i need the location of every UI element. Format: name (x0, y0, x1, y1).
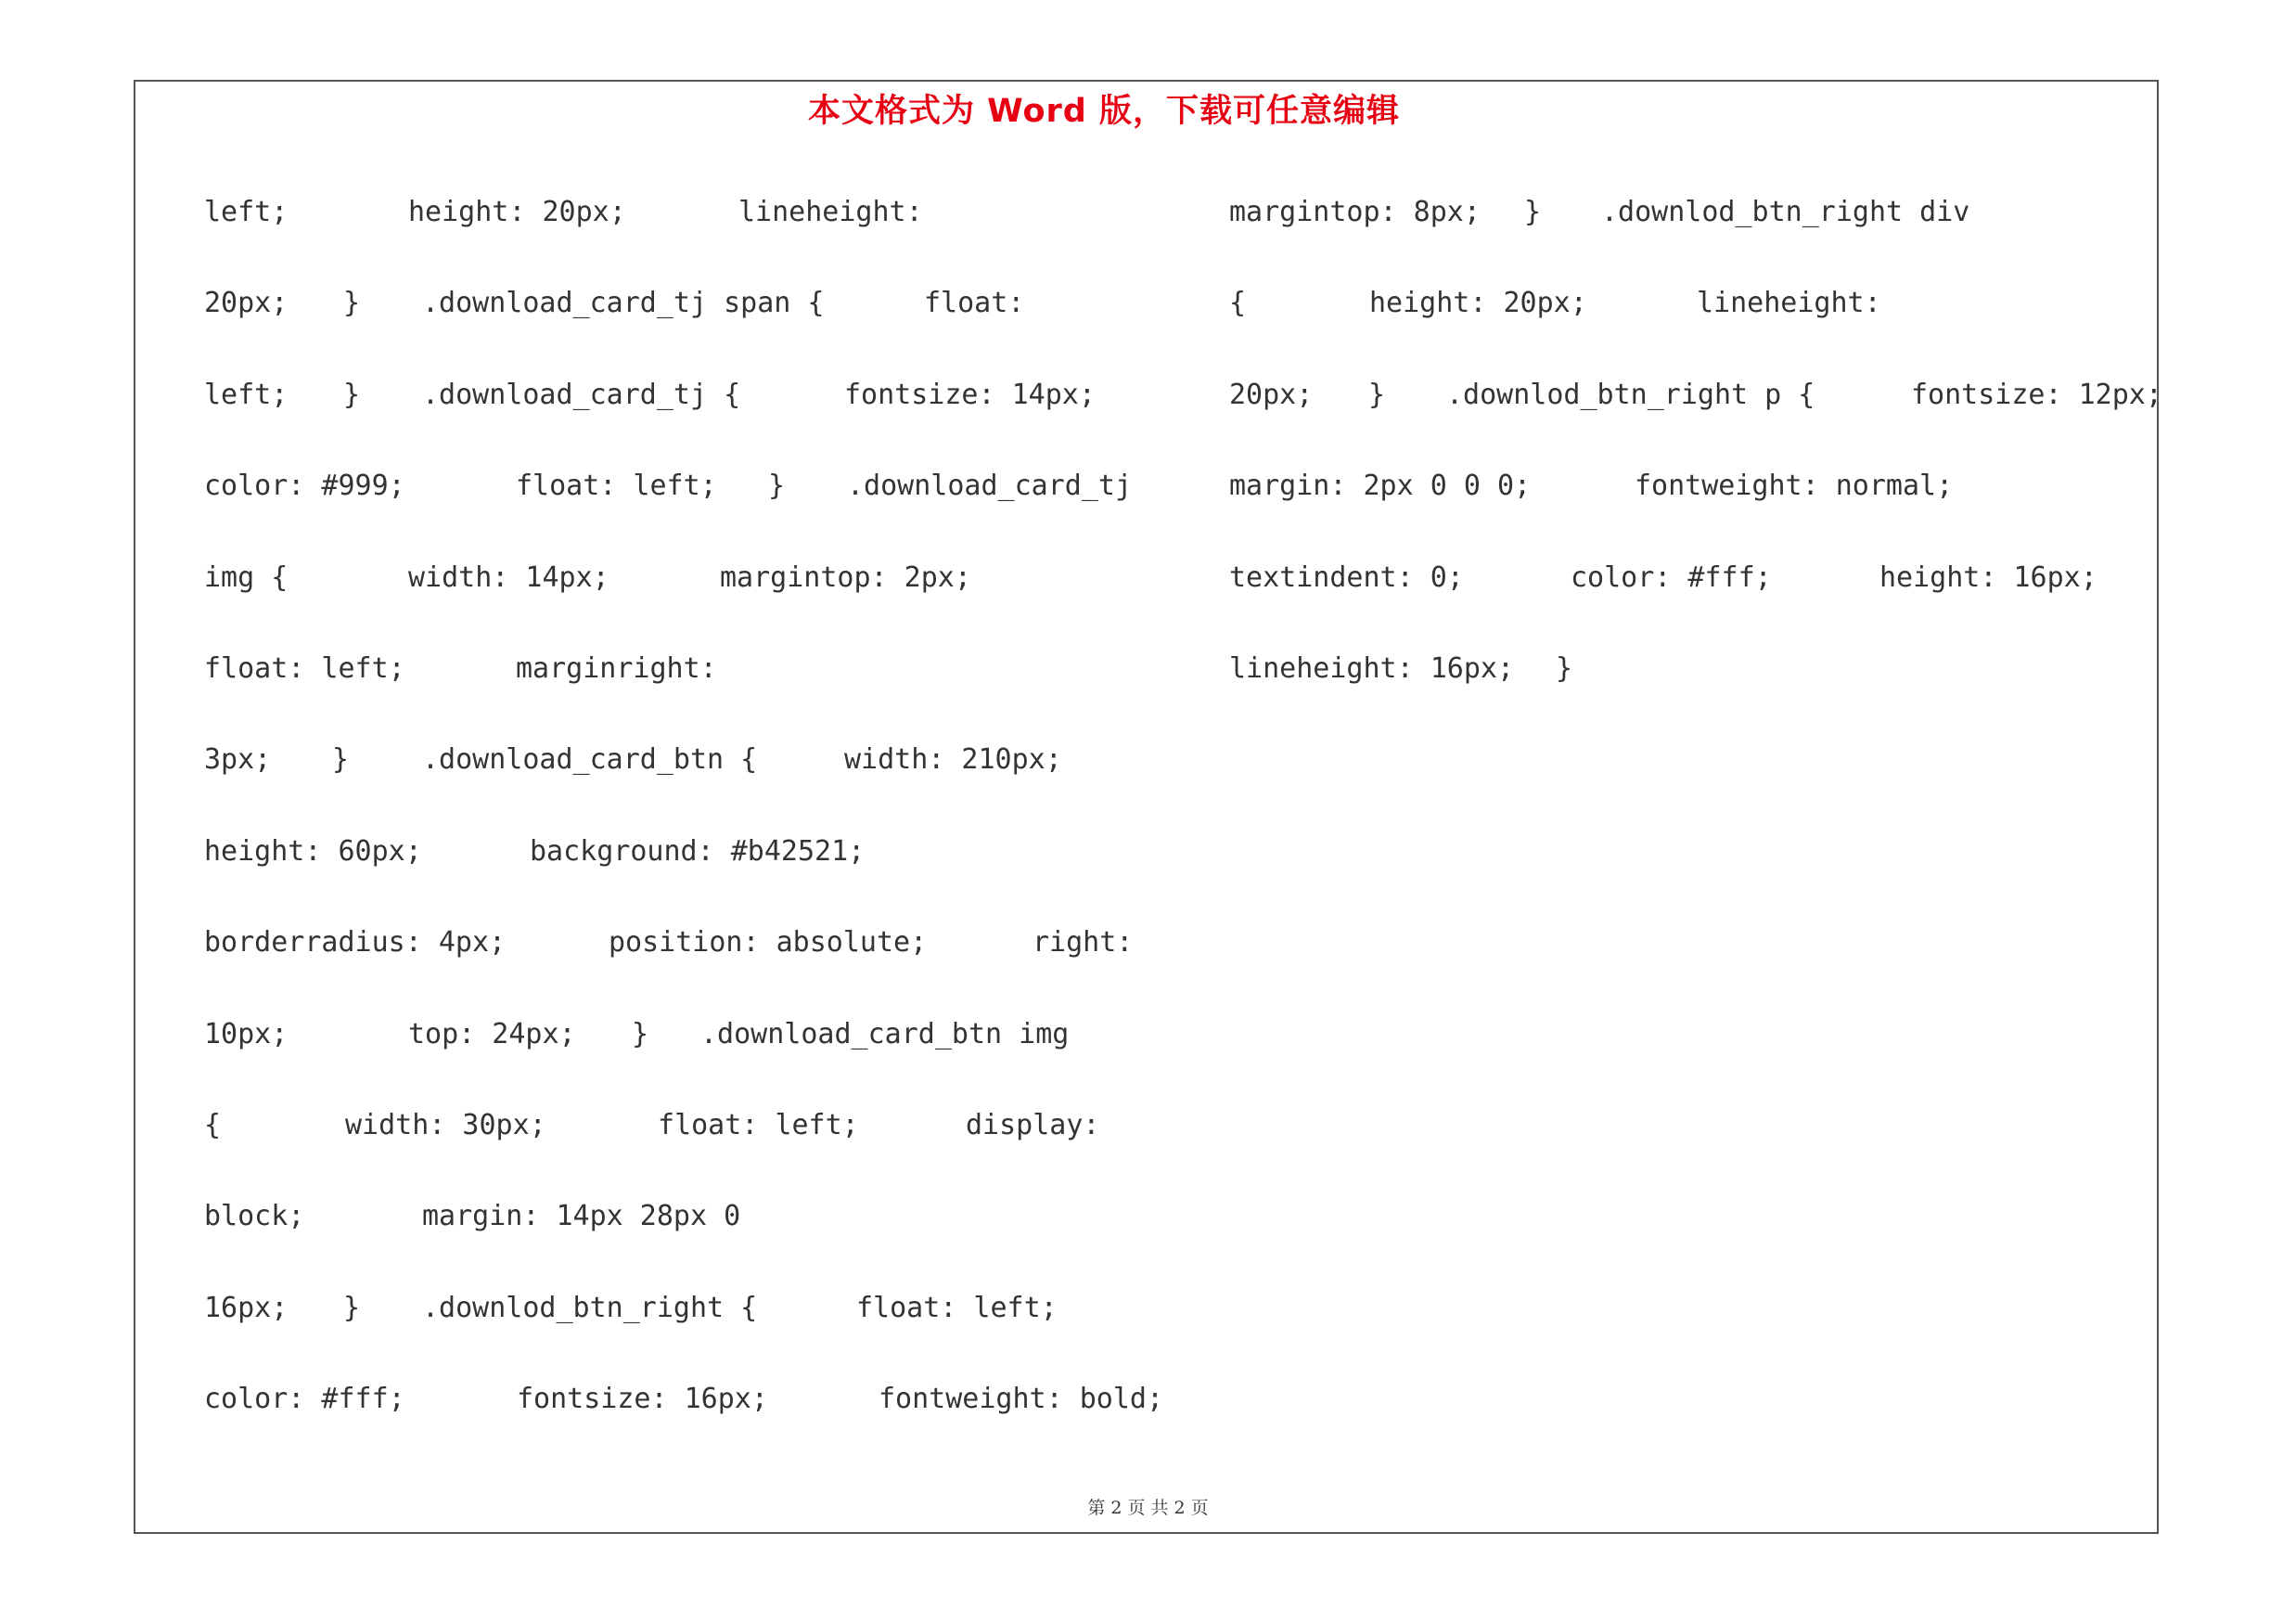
text-segment: lineheight: (738, 196, 923, 228)
text-segment: fontsize: 16px; (517, 1383, 768, 1416)
text-segment: left; (204, 196, 289, 228)
text-segment: fontsize: 12px; (1911, 378, 2162, 411)
text-segment: top: 24px; (408, 1017, 576, 1050)
text-segment: width: 30px; (345, 1109, 546, 1141)
text-segment: display: (966, 1109, 1100, 1141)
text-segment: height: 60px; (204, 834, 422, 868)
text-segment: height: 16px; (1879, 560, 2097, 594)
text-segment: height: 20px; (408, 196, 626, 228)
text-segment: margin: 2px 0 0 0; (1229, 470, 1532, 503)
text-segment: lineheight: (1697, 287, 1881, 320)
text-segment: float: left; (856, 1291, 1058, 1324)
text-segment: marginright: (516, 652, 717, 685)
text-segment: .download_card_tj (847, 470, 1133, 503)
text-segment: fontweight: bold; (879, 1383, 1164, 1416)
text-segment: float: (924, 287, 1025, 320)
text-segment: .downlod_btn_right { (422, 1291, 758, 1324)
text-segment: margintop: 8px; (1229, 196, 1481, 228)
text-segment: } (343, 287, 361, 320)
text-segment: color: #fff; (204, 1383, 405, 1416)
text-segment: } (1556, 652, 1573, 685)
text-segment: float: left; (204, 652, 405, 685)
text-segment: right: (1033, 926, 1134, 960)
text-segment: height: 20px; (1369, 287, 1587, 320)
text-segment: .downlod_btn_right div (1601, 196, 1970, 228)
text-segment: left; (204, 378, 289, 411)
page-number-footer: 第 2 页 共 2 页 (1087, 1498, 1209, 1518)
text-segment: .downlod_btn_right p { (1446, 378, 1815, 411)
text-segment: { (1229, 287, 1247, 320)
text-segment: margin: 14px 28px 0 (422, 1200, 741, 1233)
text-segment: } (768, 470, 786, 503)
text-segment: 16px; (204, 1291, 289, 1324)
text-segment: color: #fff; (1571, 560, 1772, 594)
text-segment: margintop: 2px; (720, 560, 971, 594)
text-segment: 3px; (204, 743, 272, 777)
text-segment: textindent: 0; (1229, 560, 1464, 594)
text-segment: fontweight: normal; (1635, 470, 1954, 503)
text-segment: color: #999; (204, 470, 405, 503)
text-segment: float: left; (658, 1109, 859, 1141)
text-segment: block; (204, 1200, 305, 1233)
text-segment: width: 14px; (408, 560, 609, 594)
text-segment: } (632, 1017, 649, 1050)
text-segment: { (204, 1109, 222, 1141)
text-segment: position: absolute; (609, 926, 928, 960)
text-segment: img { (204, 560, 289, 594)
text-segment: } (343, 1291, 361, 1324)
text-segment: } (1368, 378, 1386, 411)
text-segment: } (1524, 196, 1542, 228)
text-segment: .download_card_tj span { (422, 287, 825, 320)
text-segment: 10px; (204, 1017, 289, 1050)
text-segment: .download_card_btn { (422, 743, 758, 777)
text-segment: } (343, 378, 361, 411)
text-segment: borderradius: 4px; (204, 926, 507, 960)
text-segment: width: 210px; (844, 743, 1062, 777)
text-segment: .download_card_tj { (422, 378, 741, 411)
text-segment: fontsize: 14px; (844, 378, 1096, 411)
text-segment: 20px; (204, 287, 289, 320)
word-format-banner: 本文格式为 Word 版，下载可任意编辑 (807, 93, 1401, 130)
text-segment: float: left; (516, 470, 717, 503)
text-segment: lineheight: 16px; (1229, 652, 1515, 685)
text-segment: .download_card_btn img (700, 1017, 1070, 1050)
text-segment: 20px; (1229, 378, 1314, 411)
text-segment: } (332, 743, 350, 777)
text-segment: background: #b42521; (530, 834, 866, 868)
